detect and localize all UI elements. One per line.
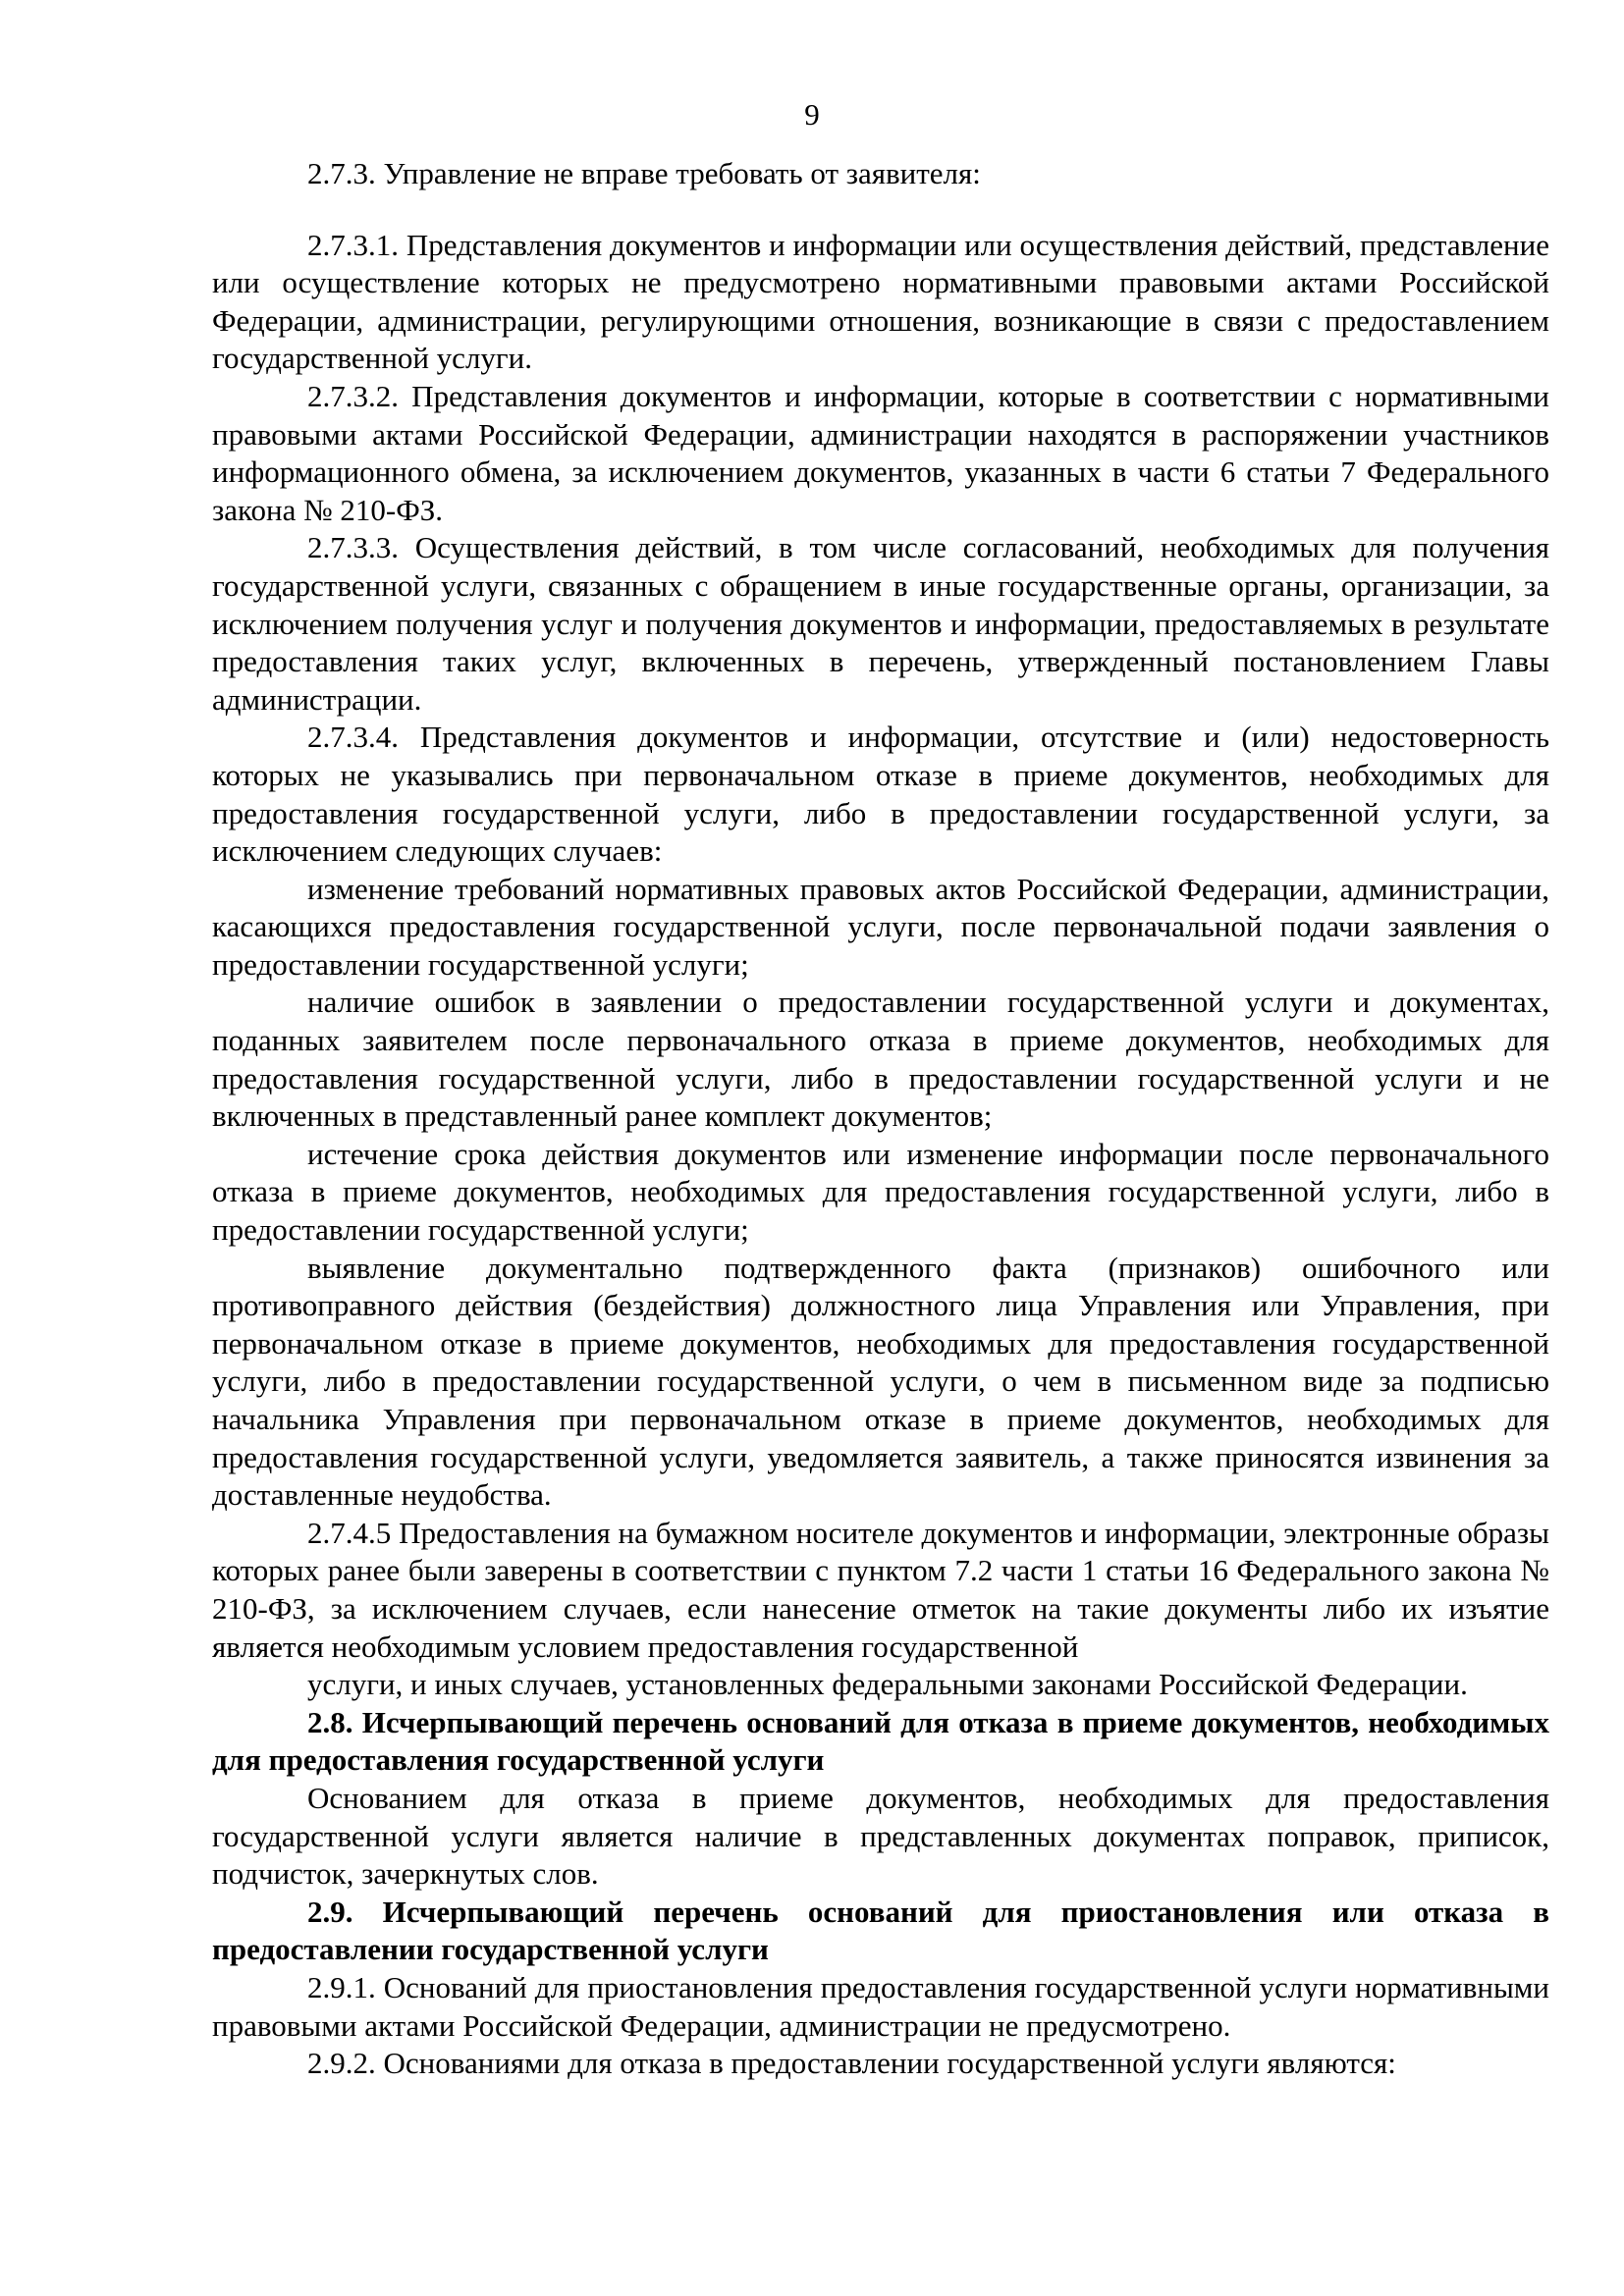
document-body [212,155,1549,2083]
paragraph-2-7-3-2: 2.7.3.2. Представления документов и информации, которые в соответствии с нормативными правовыми актами Российской Федерации, администрации находятся в распоряжении участников информационного обмена, за исключением документов, указанных в части 6 статьи 7 Федерального закона № 210-ФЗ. [212,378,1549,527]
list-item-official-misconduct: выявление документально подтвержденного факта (признаков) ошибочного или противоправного действия (бездействия) должностного лица Управления или Управления, при первоначальном отказе в приеме документов, необходимых для предоставления государственной услуги, либо в предоставлении государственной услуги, о чем в письменном виде за подписью начальника Управления при первоначальном отказе в приеме документов, необходимых для предоставления государственной услуги, уведомляется заявитель, а также приносятся извинения за доставленные неудобства. [212,1250,1549,1513]
paragraph-2-9-1: 2.9.1. Оснований для приостановления предоставления государственной услуги нормативными правовыми актами Российской Федерации, администрации не предусмотрено. [212,1969,1549,2043]
paragraph-2-7-3-1: 2.7.3.1. Представления документов и информации или осуществления действий, представление или осуществление которых не предусмотрено нормативными правовыми актами Российской Федерации, администрации, регулирующими отношения, возникающие в связи с предоставлением государственной услуги. [212,227,1549,376]
list-item-document-expiry: истечение срока действия документов или изменение информации после первоначального отказа в приеме документов, необходимых для предоставления государственной услуги, либо в предоставлении государственной услуги; [212,1136,1549,1248]
paragraph-2-7-3: 2.7.3. Управление не вправе требовать от заявителя: [307,156,981,190]
paragraph-2-9-2: 2.9.2. Основаниями для отказа в предоставлении государственной услуги являются: [307,2046,1396,2081]
page-number: 9 [804,97,820,132]
section-heading-2-8: 2.8. Исчерпывающий перечень оснований для отказа в приеме документов, необходимых для предоставления государственной услуги [212,1704,1549,1778]
paragraph-2-7-4-5-continued: услуги, и иных случаев, установленных федеральными законами Российской Федерации. [307,1667,1468,1702]
paragraph-2-7-3-3: 2.7.3.3. Осуществления действий, в том числе согласований, необходимых для получения государственной услуги, связанных с обращением в иные государственные органы, организации, за исключением получения услуг и получения документов и информации, предоставляемых в результате предоставления таких услуг, включенных в перечень, утвержденный постановлением Главы администрации. [212,530,1549,717]
section-heading-2-9: 2.9. Исчерпывающий перечень оснований для приостановления или отказа в предоставлении государственной услуги [212,1894,1549,1967]
paragraph-2-7-3-4: 2.7.3.4. Представления документов и информации, отсутствие и (или) недостоверность которых не указывались при первоначальном отказе в приеме документов, необходимых для предоставления государственной услуги, либо в предоставлении государственной услуги, за исключением следующих случаев: [212,720,1549,869]
list-item-application-errors: наличие ошибок в заявлении о предоставлении государственной услуги и документах, поданных заявителем после первоначального отказа в приеме документов, необходимых для предоставления государственной услуги, либо в предоставлении государственной услуги и не включенных в представленный ранее комплект документов; [212,985,1549,1134]
list-item-requirements-change: изменение требований нормативных правовых актов Российской Федерации, администрации, касающихся предоставления государственной услуги, после первоначальной подачи заявления о предоставлении государственной услуги; [212,871,1549,982]
paragraph-2-8-body: Основанием для отказа в приеме документов, необходимых для предоставления государственной услуги является наличие в представленных документах поправок, приписок, подчисток, зачеркнутых слов. [212,1780,1549,1892]
paragraph-2-7-4-5: 2.7.4.5 Предоставления на бумажном носителе документов и информации, электронные образы которых ранее были заверены в соответствии с пунктом 7.2 части 1 статьи 16 Федерального закона № 210-ФЗ, за исключением случаев, если нанесение отметок на такие документы либо их изъятие является необходимым условием предоставления государственной [212,1515,1549,1664]
